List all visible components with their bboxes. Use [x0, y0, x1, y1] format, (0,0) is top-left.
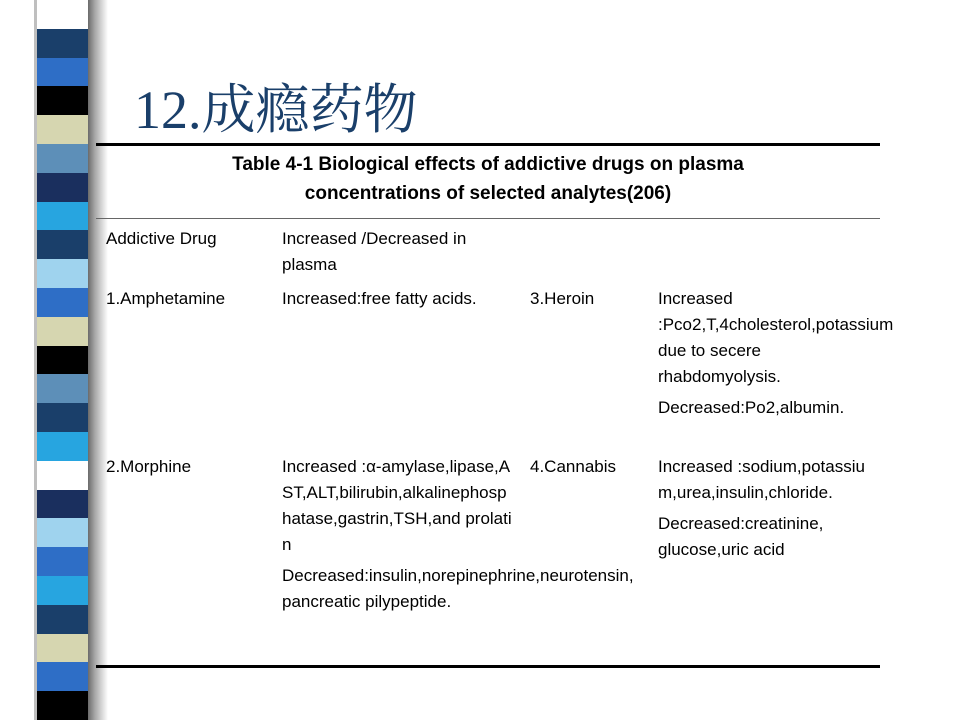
row-cannabis-drug: 4.Cannabis	[530, 457, 617, 476]
row-cannabis-effects	[658, 454, 878, 568]
stripe-segment	[34, 576, 88, 605]
stripe-segment	[34, 288, 88, 317]
stripe-segment	[34, 0, 88, 29]
stripe-segment	[34, 230, 88, 259]
stripe-segment	[34, 691, 88, 720]
row-morphine-decreased: Decreased:insulin,norepinephrine,neurotensin, pancreatic pilypeptide.	[282, 566, 634, 611]
stripe-segment	[34, 374, 88, 403]
row-cannabis-decreased: Decreased:creatinine, glucose,uric acid	[658, 514, 824, 559]
stripe-segment	[34, 461, 88, 490]
stripe-segment	[34, 518, 88, 547]
stripe-segment	[34, 29, 88, 58]
stripe-segment	[34, 86, 88, 115]
row-amphetamine-drug: 1.Amphetamine	[106, 289, 226, 308]
row-morphine-drug: 2.Morphine	[106, 457, 192, 476]
header-effect: Increased /Decreased in plasma	[282, 229, 467, 274]
stripe-segment	[34, 259, 88, 288]
stripe-segment	[34, 403, 88, 432]
stripe-edge	[34, 0, 37, 720]
row-heroin-increased: Increased :Pco2,T,4cholesterol,potassium due to secere rhabdomyolysis.	[658, 289, 894, 386]
stripe-shadow	[88, 0, 108, 720]
stripe-segment	[34, 547, 88, 576]
stripe-segment	[34, 115, 88, 144]
table-caption-line-1: Table 4-1 Biological effects of addictive drugs on plasma	[232, 154, 744, 175]
table-caption-divider	[96, 218, 880, 219]
table-bottom-rule	[96, 665, 880, 668]
row-cannabis-increased: Increased :sodium,potassium,urea,insulin,chloride.	[658, 457, 865, 502]
stripe-segment	[34, 662, 88, 691]
stripe-segment	[34, 173, 88, 202]
row-heroin-effects	[658, 286, 894, 426]
slide-title: 12.成瘾药物	[134, 80, 418, 140]
stripe-segment	[34, 346, 88, 375]
stripe-segment	[34, 58, 88, 87]
stripe-segment	[34, 432, 88, 461]
table-top-rule	[96, 143, 880, 146]
stripe-segment	[34, 317, 88, 346]
decorative-stripe	[34, 0, 88, 720]
table-caption-line-2: concentrations of selected analytes(206)	[304, 183, 672, 204]
stripe-segment	[34, 605, 88, 634]
row-amphetamine-increased: Increased:free fatty acids.	[282, 289, 477, 308]
row-morphine-increased: Increased :α-amylase,lipase,AST,ALT,bilirubin,alkalinephosphatase,gastrin,TSH,and prolatin	[282, 457, 512, 554]
stripe-segment	[34, 490, 88, 519]
stripe-segment	[34, 634, 88, 663]
header-drug: Addictive Drug	[106, 229, 217, 248]
table-caption	[96, 150, 880, 208]
row-heroin-drug: 3.Heroin	[530, 289, 595, 308]
stripe-segment	[34, 202, 88, 231]
stripe-segment	[34, 144, 88, 173]
row-heroin-decreased: Decreased:Po2,albumin.	[658, 398, 845, 417]
